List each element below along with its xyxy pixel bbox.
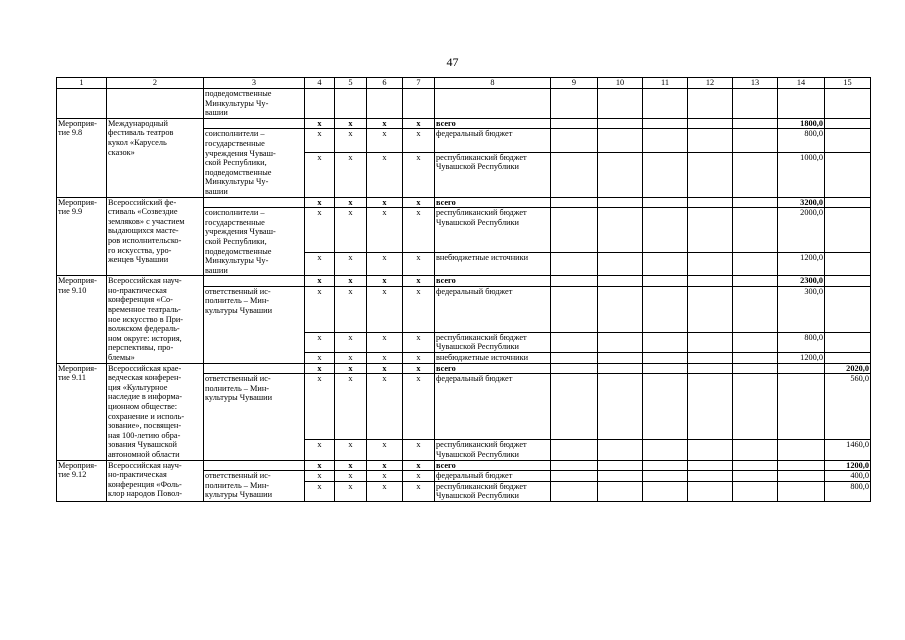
cell-empty (598, 252, 643, 275)
column-header-10: 10 (598, 78, 643, 89)
column-header-5: 5 (335, 78, 367, 89)
cell-empty (403, 89, 435, 119)
mark-cell: x (335, 152, 367, 197)
mark-cell: x (403, 471, 435, 482)
column-header-8: 8 (435, 78, 551, 89)
column-header-15: 15 (825, 78, 871, 89)
cell-empty (598, 89, 643, 119)
cell-empty (733, 286, 778, 332)
mark-cell: x (305, 332, 335, 352)
cell-empty (733, 374, 778, 440)
responsible-cell: ответственный ис- полнитель – Мин- культуры Чувашии (204, 286, 305, 363)
mark-cell: x (367, 152, 403, 197)
mark-cell: x (335, 332, 367, 352)
responsible-cell: подведомственные Минкультуры Чу- вашии (204, 89, 305, 119)
amount-col14-cell (778, 363, 825, 374)
cell-empty (551, 252, 598, 275)
cell-empty (598, 440, 643, 460)
amount-col14-cell: 1800,0 (778, 118, 825, 129)
cell-empty (688, 286, 733, 332)
funding-source-cell: всего (435, 118, 551, 129)
responsible-cell: ответственный ис- полнитель – Мин- культуры Чувашии (204, 374, 305, 460)
amount-col15-cell: 800,0 (825, 481, 871, 501)
mark-cell: x (335, 252, 367, 275)
mark-cell: x (305, 197, 335, 208)
amount-col14-cell: 800,0 (778, 332, 825, 352)
cell-empty (598, 363, 643, 374)
cell-empty (688, 129, 733, 152)
cell-empty (551, 152, 598, 197)
mark-cell: x (367, 286, 403, 332)
amount-col15-cell (825, 332, 871, 352)
amount-col14-cell: 3200,0 (778, 197, 825, 208)
cell-empty (551, 197, 598, 208)
cell-empty (643, 481, 688, 501)
event-id-cell: Мероприя- тие 9.11 (57, 363, 107, 460)
amount-col15-cell (825, 129, 871, 152)
funding-source-cell: республиканский бюджет Чувашской Республики (435, 208, 551, 253)
amount-col14-cell: 2300,0 (778, 276, 825, 287)
cell-empty (688, 363, 733, 374)
mark-cell: x (367, 481, 403, 501)
event-name-cell: Всероссийская науч- но-практическая конференция «Со- временное театраль- ное искусство в При- волжском федераль- ном округе: история, перспективы, про- блемы» (107, 276, 204, 363)
responsible-cell: соисполнители – государственные учреждения Чуваш- ской Республики, подведомственные Минкультуры Чу- вашии (204, 208, 305, 276)
mark-cell: x (403, 353, 435, 364)
cell-empty (643, 197, 688, 208)
cell-empty (733, 353, 778, 364)
event-name-cell: Всероссийская науч- но-практическая конференция «Фоль- клор народов Повол- (107, 460, 204, 501)
mark-cell: x (305, 471, 335, 482)
cell-empty (825, 89, 871, 119)
cell-empty (598, 471, 643, 482)
mark-cell: x (305, 286, 335, 332)
mark-cell: x (367, 363, 403, 374)
amount-col15-cell (825, 353, 871, 364)
amount-col15-cell (825, 252, 871, 275)
column-header-4: 4 (305, 78, 335, 89)
cell-empty (688, 374, 733, 440)
mark-cell: x (305, 440, 335, 460)
program-activities-table (56, 77, 871, 502)
amount-col15-cell (825, 197, 871, 208)
cell-empty (204, 197, 305, 208)
mark-cell: x (335, 374, 367, 440)
cell-empty (551, 129, 598, 152)
funding-source-cell: всего (435, 460, 551, 471)
mark-cell: x (367, 353, 403, 364)
cell-empty (367, 89, 403, 119)
column-header-1: 1 (57, 78, 107, 89)
column-header-9: 9 (551, 78, 598, 89)
cell-empty (688, 440, 733, 460)
cell-empty (598, 208, 643, 253)
cell-empty (688, 197, 733, 208)
cell-empty (733, 481, 778, 501)
mark-cell: x (335, 276, 367, 287)
cell-empty (643, 332, 688, 352)
amount-col15-cell: 400,0 (825, 471, 871, 482)
mark-cell: x (305, 460, 335, 471)
cell-empty (107, 89, 204, 119)
funding-source-cell: республиканский бюджет Чувашской Республики (435, 440, 551, 460)
amount-col14-cell: 1000,0 (778, 152, 825, 197)
cell-empty (733, 276, 778, 287)
mark-cell: x (403, 252, 435, 275)
amount-col14-cell (778, 460, 825, 471)
mark-cell: x (335, 460, 367, 471)
mark-cell: x (367, 374, 403, 440)
cell-empty (733, 460, 778, 471)
cell-empty (688, 118, 733, 129)
mark-cell: x (403, 440, 435, 460)
cell-empty (204, 118, 305, 129)
column-header-13: 13 (733, 78, 778, 89)
column-header-14: 14 (778, 78, 825, 89)
funding-source-cell: всего (435, 197, 551, 208)
event-name-cell: Международный фестиваль театров кукол «Карусель сказок» (107, 118, 204, 197)
cell-empty (551, 353, 598, 364)
mark-cell: x (335, 286, 367, 332)
mark-cell: x (403, 129, 435, 152)
cell-empty (643, 89, 688, 119)
mark-cell: x (305, 152, 335, 197)
funding-source-cell: республиканский бюджет Чувашской Республики (435, 481, 551, 501)
amount-col15-cell (825, 276, 871, 287)
cell-empty (733, 118, 778, 129)
cell-empty (598, 197, 643, 208)
responsible-cell: соисполнители – государственные учреждения Чуваш- ской Республики, подведомственные Минкультуры Чу- вашии (204, 129, 305, 197)
cell-empty (598, 118, 643, 129)
mark-cell: x (305, 374, 335, 440)
column-header-3: 3 (204, 78, 305, 89)
cell-empty (204, 460, 305, 471)
continuation-row (57, 89, 871, 119)
amount-col14-cell: 300,0 (778, 286, 825, 332)
cell-empty (598, 332, 643, 352)
cell-empty (688, 471, 733, 482)
cell-empty (733, 332, 778, 352)
amount-col14-cell: 2000,0 (778, 208, 825, 253)
funding-source-cell: федеральный бюджет (435, 286, 551, 332)
cell-empty (688, 276, 733, 287)
mark-cell: x (403, 363, 435, 374)
cell-empty (204, 276, 305, 287)
mark-cell: x (403, 481, 435, 501)
table-row (57, 460, 871, 471)
event-name-cell: Всероссийская крае- ведческая конферен- ция «Культурное наследие в информа- ционном обществе: сохранение и исполь- зование», посвящен- ная 100-летию обра- зования Чувашской автономной области (107, 363, 204, 460)
event-id-cell: Мероприя- тие 9.12 (57, 460, 107, 501)
funding-source-cell: федеральный бюджет (435, 129, 551, 152)
cell-empty (733, 197, 778, 208)
mark-cell: x (335, 481, 367, 501)
mark-cell: x (367, 332, 403, 352)
mark-cell: x (403, 332, 435, 352)
cell-empty (551, 89, 598, 119)
cell-empty (598, 129, 643, 152)
funding-source-cell: федеральный бюджет (435, 374, 551, 440)
cell-empty (688, 460, 733, 471)
cell-empty (598, 276, 643, 287)
amount-col14-cell (778, 471, 825, 482)
mark-cell: x (335, 471, 367, 482)
cell-empty (733, 89, 778, 119)
amount-col15-cell: 560,0 (825, 374, 871, 440)
cell-empty (57, 89, 107, 119)
cell-empty (551, 276, 598, 287)
amount-col14-cell (778, 440, 825, 460)
cell-empty (335, 89, 367, 119)
mark-cell: x (305, 481, 335, 501)
cell-empty (643, 152, 688, 197)
funding-source-cell: всего (435, 276, 551, 287)
event-id-cell: Мероприя- тие 9.8 (57, 118, 107, 197)
amount-col15-cell (825, 208, 871, 253)
cell-empty (551, 363, 598, 374)
cell-empty (688, 353, 733, 364)
mark-cell: x (335, 197, 367, 208)
mark-cell: x (367, 118, 403, 129)
mark-cell: x (335, 118, 367, 129)
mark-cell: x (305, 252, 335, 275)
cell-empty (733, 152, 778, 197)
mark-cell: x (403, 374, 435, 440)
column-header-2: 2 (107, 78, 204, 89)
cell-empty (551, 460, 598, 471)
cell-empty (551, 332, 598, 352)
column-header-12: 12 (688, 78, 733, 89)
cell-empty (643, 129, 688, 152)
table-row (57, 276, 871, 287)
event-id-cell: Мероприя- тие 9.9 (57, 197, 107, 276)
cell-empty (598, 374, 643, 440)
mark-cell: x (305, 363, 335, 374)
cell-empty (733, 440, 778, 460)
cell-empty (778, 89, 825, 119)
amount-col15-cell (825, 118, 871, 129)
cell-empty (598, 286, 643, 332)
cell-empty (643, 353, 688, 364)
cell-empty (598, 353, 643, 364)
cell-empty (733, 252, 778, 275)
mark-cell: x (305, 129, 335, 152)
cell-empty (643, 252, 688, 275)
cell-empty (551, 374, 598, 440)
amount-col15-cell: 1460,0 (825, 440, 871, 460)
cell-empty (643, 460, 688, 471)
mark-cell: x (367, 197, 403, 208)
mark-cell: x (367, 460, 403, 471)
page-number: 47 (446, 55, 459, 69)
event-name-cell: Всероссийский фе- стиваль «Созвездие земляков» с участием выдающихся масте- ров исполнительско- го искусства, уро- женцев Чувашии (107, 197, 204, 276)
table-row (57, 363, 871, 374)
cell-empty (598, 460, 643, 471)
mark-cell: x (403, 460, 435, 471)
cell-empty (435, 89, 551, 119)
mark-cell: x (305, 353, 335, 364)
cell-empty (598, 481, 643, 501)
cell-empty (688, 252, 733, 275)
mark-cell: x (403, 197, 435, 208)
cell-empty (688, 481, 733, 501)
cell-empty (551, 118, 598, 129)
funding-source-cell: республиканский бюджет Чувашской Республики (435, 152, 551, 197)
column-number-row (57, 78, 871, 89)
cell-empty (733, 208, 778, 253)
table-row (57, 118, 871, 129)
mark-cell: x (335, 208, 367, 253)
funding-source-cell: федеральный бюджет (435, 471, 551, 482)
amount-col15-cell: 2020,0 (825, 363, 871, 374)
mark-cell: x (403, 286, 435, 332)
cell-empty (688, 332, 733, 352)
cell-empty (643, 276, 688, 287)
amount-col14-cell (778, 481, 825, 501)
cell-empty (733, 129, 778, 152)
mark-cell: x (367, 440, 403, 460)
responsible-cell: ответственный ис- полнитель – Мин- культуры Чувашии (204, 471, 305, 502)
cell-empty (551, 208, 598, 253)
cell-empty (305, 89, 335, 119)
cell-empty (643, 440, 688, 460)
amount-col14-cell: 1200,0 (778, 353, 825, 364)
mark-cell: x (367, 276, 403, 287)
cell-empty (733, 363, 778, 374)
amount-col14-cell: 1200,0 (778, 252, 825, 275)
mark-cell: x (305, 208, 335, 253)
cell-empty (688, 89, 733, 119)
cell-empty (643, 374, 688, 440)
mark-cell: x (403, 118, 435, 129)
mark-cell: x (335, 440, 367, 460)
mark-cell: x (403, 152, 435, 197)
mark-cell: x (367, 471, 403, 482)
mark-cell: x (367, 208, 403, 253)
cell-empty (688, 208, 733, 253)
amount-col14-cell: 800,0 (778, 129, 825, 152)
funding-source-cell: республиканский бюджет Чувашской Республики (435, 332, 551, 352)
cell-empty (551, 471, 598, 482)
cell-empty (551, 286, 598, 332)
amount-col15-cell (825, 152, 871, 197)
table-row (57, 197, 871, 208)
amount-col15-cell: 1200,0 (825, 460, 871, 471)
amount-col15-cell (825, 286, 871, 332)
mark-cell: x (403, 276, 435, 287)
mark-cell: x (335, 363, 367, 374)
cell-empty (643, 118, 688, 129)
column-header-7: 7 (403, 78, 435, 89)
column-header-11: 11 (643, 78, 688, 89)
cell-empty (643, 471, 688, 482)
mark-cell: x (335, 353, 367, 364)
cell-empty (643, 208, 688, 253)
mark-cell: x (367, 252, 403, 275)
cell-empty (688, 152, 733, 197)
mark-cell: x (367, 129, 403, 152)
cell-empty (551, 440, 598, 460)
column-header-6: 6 (367, 78, 403, 89)
event-id-cell: Мероприя- тие 9.10 (57, 276, 107, 363)
cell-empty (598, 152, 643, 197)
funding-source-cell: всего (435, 363, 551, 374)
funding-source-cell: внебюджетные источники (435, 252, 551, 275)
cell-empty (733, 471, 778, 482)
mark-cell: x (403, 208, 435, 253)
cell-empty (643, 286, 688, 332)
funding-source-cell: внебюджетные источники (435, 353, 551, 364)
mark-cell: x (305, 118, 335, 129)
amount-col14-cell (778, 374, 825, 440)
cell-empty (643, 363, 688, 374)
mark-cell: x (305, 276, 335, 287)
mark-cell: x (335, 129, 367, 152)
cell-empty (551, 481, 598, 501)
cell-empty (204, 363, 305, 374)
